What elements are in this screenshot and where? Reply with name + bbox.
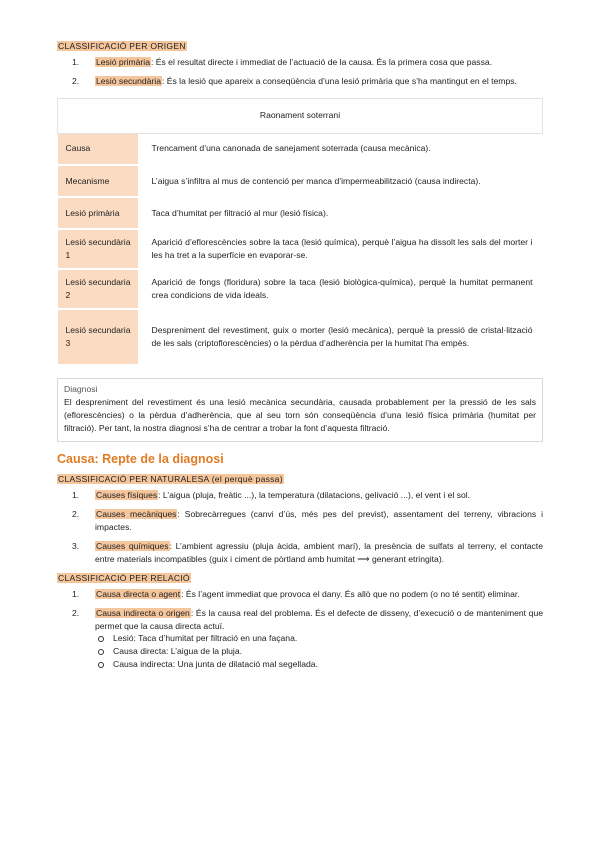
origin-list — [57, 56, 543, 88]
table-row — [58, 269, 543, 309]
term-highlight: Causes físiques — [96, 490, 158, 501]
row-key: Lesió secundaria 3 — [58, 309, 138, 365]
example-sublist — [95, 632, 543, 671]
list-item: 1. Causa directa o agent: És l’agent immediat que provoca el dany. És allò que no podem (o no té sentit) eliminar. — [72, 588, 520, 599]
document-page — [57, 40, 543, 677]
row-value: Taca d’humitat per filtració al mur (lesió física). — [138, 197, 543, 229]
term-highlight: Causes químiques — [96, 541, 169, 552]
term-highlight: Lesió primària — [96, 56, 150, 67]
list-item: 2. Causa indirecta o origen: És la causa real del problema. És el defecte de disseny, d’execució o de manteniment que permet que la causa directa actuï. Lesió: Taca d’humitat per filtració en una façana. Causa directa: L’aigua de la pluja. Causa indirecta: Una junta de dilatació mal segellada. — [72, 607, 544, 670]
list-item: Causa indirecta: Una junta de dilatació mal segellada. — [95, 658, 543, 671]
term-highlight: Causa indirecta o origen — [96, 607, 190, 618]
table-row — [58, 197, 543, 229]
table-row — [58, 165, 543, 197]
list-item: 1. Lesió primària: És el resultat directe i immediat de l’actuació de la causa. És la primera cosa que passa. — [72, 56, 493, 67]
term-highlight: Causa directa o agent — [96, 588, 181, 599]
reasoning-table — [57, 98, 543, 367]
list-item: 2. Lesió secundària: És la lesió que apareix a conseqüència d’una lesió primària que s’ha mantingut en el temps. — [72, 75, 517, 86]
bullet-icon — [98, 636, 104, 642]
row-value: Despreniment del revestiment, guix o morter (lesió mecànica), perquè la pressió de cristal·lització de les sals (criptoflorescències) o la pèrdua d’adherència per la humitat l’ha empès. — [138, 309, 543, 365]
diagnosis-title: Diagnosi — [64, 384, 98, 395]
term-highlight: Lesió secundària — [96, 75, 161, 86]
row-value: Aparició de fongs (floridura) sobre la taca (lesió biològica-química), perquè la humitat permanent crea condicions de vida ideals. — [138, 269, 543, 309]
row-key: Lesió primària — [58, 197, 138, 229]
list-item: 2. Causes mecàniques: Sobrecàrregues (canvi d’ús, més pes del previst), assentament del terreny, vibracions i impactes. — [72, 509, 543, 533]
bullet-icon — [98, 649, 104, 655]
row-key: Lesió secundària 1 — [58, 229, 138, 269]
cause-heading: Causa: Repte de la diagnosi — [57, 451, 224, 466]
table-row — [58, 133, 543, 165]
list-item: 3. Causes químiques: L’ambient agressiu (pluja àcida, ambient marí), la presència de sulfats al terreny, el contacte entre materials incompatibles (guix i ciment de pòrtland amb humitat ⟶ generant etringita). — [72, 541, 543, 564]
nature-list — [57, 489, 543, 565]
row-key: Mecanisme — [58, 165, 138, 197]
relation-list — [57, 588, 543, 671]
diagnosis-text: El despreniment del revestiment és una lesió mecànica secundària, causada probablement per la pressió de les sals (eflorescències) o la pèrdua d’adherència, que al seu torn són conseqüència d’una lesió física primària (humitat per filtració). Per tant, la nostra diagnosi s’ha de centrar a trobar la font d’aquesta filtració. — [64, 397, 536, 433]
term-highlight: Causes mecàniques — [96, 509, 177, 520]
table-title: Raonament soterrani — [58, 98, 543, 133]
diagnosis-box — [57, 378, 543, 442]
row-value: Aparició d’eflorescències sobre la taca (lesió química), perquè l’aigua ha dissolt les sals del morter i les ha tret a la superfície en evaporar-se. — [138, 229, 543, 269]
row-value: L’aigua s’infiltra al mus de contenció per manca d’impermeabilització (causa indirecta). — [138, 165, 543, 197]
nature-heading: CLASSIFICACIÓ PER NATURALESA (el perquè passa) — [58, 474, 283, 485]
bullet-icon — [98, 662, 104, 668]
list-item: Causa directa: L’aigua de la pluja. — [95, 645, 543, 658]
table-row — [58, 229, 543, 269]
origin-heading: CLASSIFICACIÓ PER ORIGEN — [58, 41, 186, 51]
row-key: Causa — [58, 133, 138, 165]
list-item: Lesió: Taca d’humitat per filtració en una façana. — [95, 632, 543, 645]
list-item: 1. Causes físiques: L’aigua (pluja, freàtic ...), la temperatura (dilatacions, gelivació ...), el vent i el sol. — [72, 490, 471, 501]
row-key: Lesió secundaria 2 — [58, 269, 138, 309]
table-row — [58, 309, 543, 365]
row-value: Trencament d’una canonada de sanejament soterrada (causa mecànica). — [138, 133, 543, 165]
relation-heading: CLASSIFICACIÓ PER RELACIÓ — [58, 572, 190, 583]
